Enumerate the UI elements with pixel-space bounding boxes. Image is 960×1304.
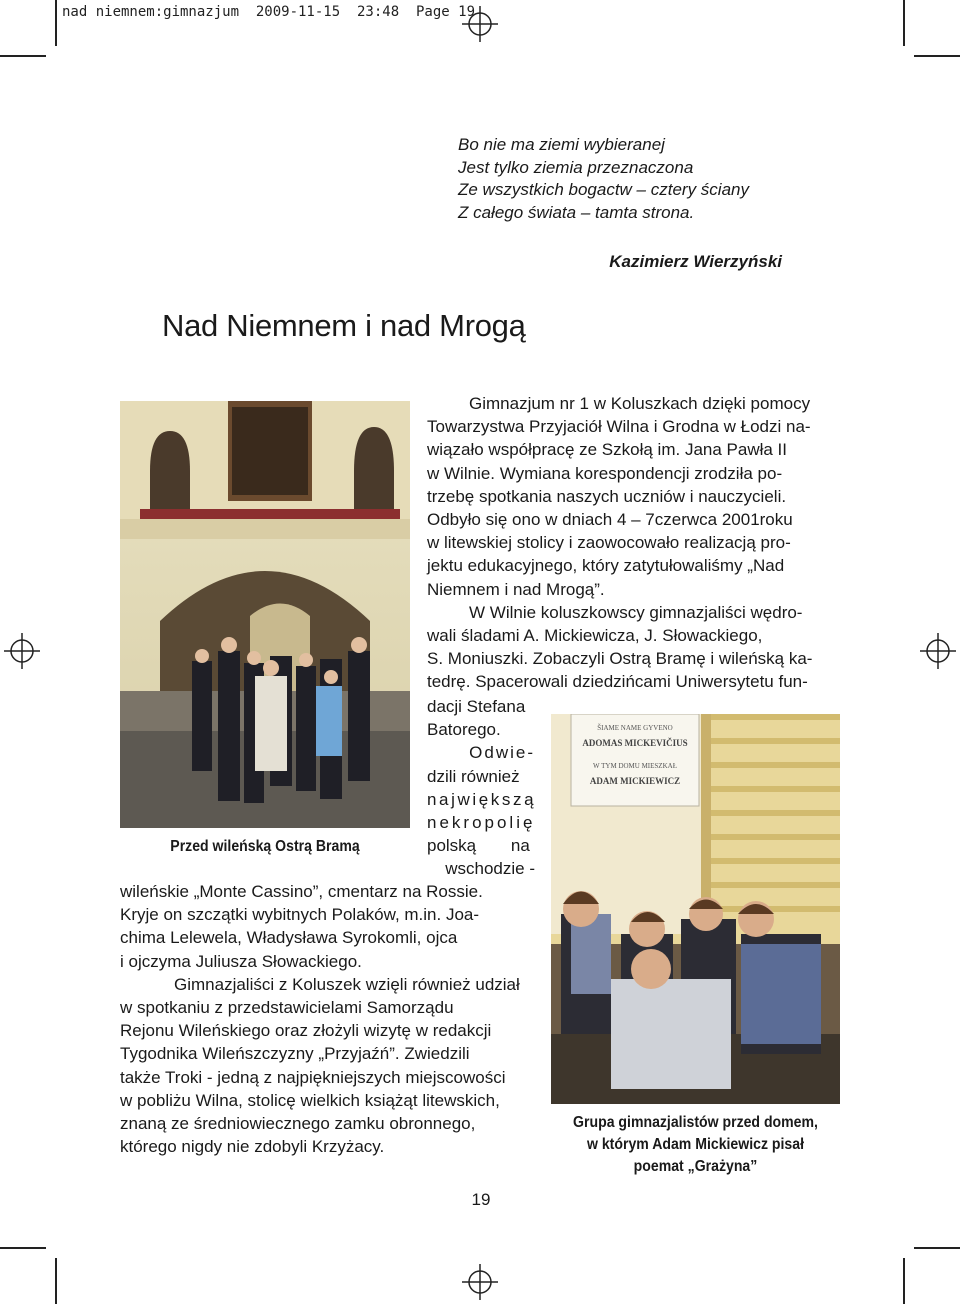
motto-poem (458, 134, 818, 224)
crop-mark-top-right-h (914, 55, 960, 57)
text-line: w pobliżu Wilna, stolicę wielkich książąt litewskich, (120, 1090, 500, 1110)
plaque-line-4: ADAM MICKIEWICZ (589, 776, 681, 786)
motto-line: Bo nie ma ziemi wybieranej (458, 135, 665, 154)
print-slug: nad niemnem:gimnazjum 2009-11-15 23:48 Page 19 (62, 4, 476, 20)
plaque-line-2: ADOMAS MICKEVIČIUS (582, 738, 688, 748)
text-line: jektu edukacyjnego, który zatytułowaliśmy „Nad (427, 556, 785, 576)
text-line: w Wilnie. Wymiana korespondencji zrodziła po- (427, 463, 783, 483)
text-line: wileńskie „Monte Cassino”, cmentarz na Rossie. (120, 882, 483, 901)
text-line: w spotkaniu z przedstawicielami Samorządu (120, 998, 454, 1018)
article-paragraph-1 (427, 392, 840, 694)
text-line: Kryje on szczątki wybitnych Polaków, m.in. Joa- (120, 905, 480, 925)
plaque-line-3: W TYM DOMU MIESZKAŁ (593, 762, 677, 770)
text-line: w litewskiej stolicy i zaowocowało realizacją pro- (427, 533, 791, 553)
text-line: Rejonu Wileńskiego oraz złożyli wizytę w redakcji (120, 1021, 492, 1041)
text-line: polską na (427, 836, 530, 856)
registration-mark-top (462, 6, 498, 42)
text-line: Odwie- (469, 743, 535, 763)
text-line: dzili również (427, 766, 520, 786)
text-line: Niemnem i nad Mrogą”. (427, 579, 605, 599)
motto-line: Z całego świata – tamta strona. (458, 202, 695, 222)
crop-mark-bottom-left-h (0, 1247, 46, 1249)
article-narrow-column (427, 695, 535, 881)
text-line: W Wilnie koluszkowscy gimnazjaliści wędro- (469, 602, 803, 622)
text-line: największą (427, 789, 537, 809)
registration-mark-left (4, 633, 40, 669)
mickiewicz-house-photo (551, 714, 840, 1104)
caption-line: w którym Adam Mickiewicz pisał (586, 1136, 805, 1153)
crop-mark-bottom-left-v (55, 1258, 57, 1304)
text-line: wali śladami A. Mickiewicza, J. Słowackiego, (427, 626, 763, 646)
text-line: Gimnazjaliści z Koluszek wzięli również udział (174, 974, 520, 994)
text-line: i ojczyma Juliusza Słowackiego. (120, 951, 362, 971)
crop-mark-top-right-v (903, 0, 905, 46)
text-line: wschodzie - (445, 859, 535, 879)
registration-mark-right (920, 633, 956, 669)
crop-mark-bottom-right-v (903, 1258, 905, 1304)
text-line: Gimnazjum nr 1 w Koluszkach dzięki pomocy (469, 394, 811, 413)
text-line: chima Lelewela, Władysława Syrokomli, ojca (120, 928, 458, 948)
text-line: Odbyło się ono w dniach 4 – 7czerwca 2001roku (427, 510, 793, 530)
ostra-brama-caption: Przed wileńską Ostrą Bramą (170, 838, 360, 855)
article-paragraph-2 (120, 880, 532, 1158)
motto-line: Ze wszystkich bogactw – cztery ściany (458, 180, 749, 199)
text-line: Towarzystwa Przyjaciół Wilna i Grodna w Łodzi na- (427, 417, 811, 437)
text-line: także Troki - jedną z najpiękniejszych miejscowości (120, 1067, 506, 1087)
text-line: dacji Stefana (427, 697, 526, 716)
caption-line: poemat „Grażyna” (633, 1158, 758, 1175)
crop-mark-bottom-right-h (914, 1247, 960, 1249)
text-line: Tygodnika Wileńszczyzny „Przyjaźń”. Zwiedzili (120, 1044, 470, 1064)
text-line: Batorego. (427, 720, 501, 740)
mickiewicz-house-caption (568, 1112, 822, 1178)
text-line: znaną ze średniowiecznego zamku obronnego, (120, 1114, 476, 1134)
text-line: wiązało współpracę ze Szkołą im. Jana Pawła II (427, 440, 787, 460)
caption-line: Grupa gimnazjalistów przed domem, (573, 1114, 818, 1131)
crop-mark-top-left-v (55, 0, 57, 46)
page-number: 19 (471, 1190, 491, 1209)
text-line: którego nigdy nie zdobyli Krzyżacy. (120, 1137, 385, 1157)
text-line: nekropolię (427, 813, 536, 833)
text-line: trzebę spotkania naszych uczniów i nauczycieli. (427, 486, 787, 506)
text-line: S. Moniuszki. Zobaczyli Ostrą Bramę i wileńską ka- (427, 649, 813, 669)
ostra-brama-photo (120, 401, 410, 828)
plaque-line-1: ŠIAME NAME GYVENO (597, 724, 673, 732)
text-line: tedrę. Spacerowali dziedzińcami Uniwersytetu fun- (427, 672, 808, 692)
crop-mark-top-left-h (0, 55, 46, 57)
motto-author: Kazimierz Wierzyński (609, 252, 782, 271)
article-title: Nad Niemnem i nad Mrogą (162, 308, 526, 343)
registration-mark-bottom (462, 1264, 498, 1300)
motto-line: Jest tylko ziemia przeznaczona (458, 157, 694, 177)
